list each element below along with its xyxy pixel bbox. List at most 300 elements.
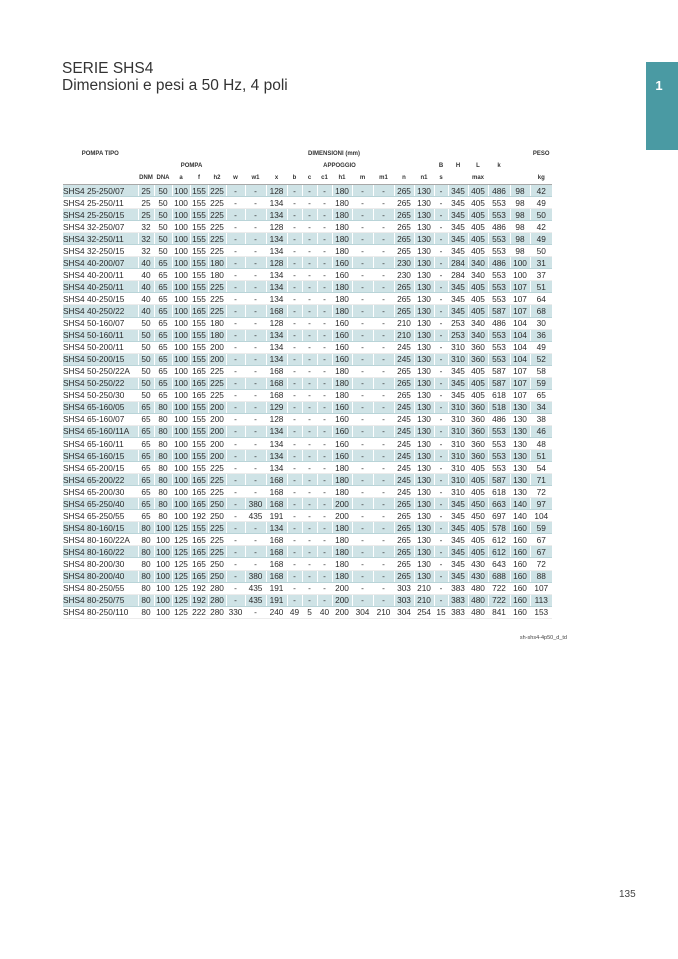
table-cell: - [434,185,448,197]
pump-model-name: SHS4 32-250/15 [63,245,138,257]
table-cell: 222 [190,606,208,618]
header-B: B [434,160,448,172]
table-cell: 225 [208,209,226,221]
table-cell: - [226,401,245,413]
table-cell: 65 [138,462,154,474]
table-cell: 107 [510,365,530,377]
table-cell: 59 [530,522,552,534]
table-cell: 104 [510,317,530,329]
table-cell: 168 [266,365,287,377]
table-cell: 168 [266,498,287,510]
table-cell: - [245,305,266,317]
table-cell: 155 [190,462,208,474]
table-cell: 155 [190,209,208,221]
table-cell: 155 [190,522,208,534]
table-cell: - [434,377,448,389]
table-cell: 37 [530,269,552,281]
col-f: f [190,172,208,185]
pump-model-name: SHS4 80-250/75 [63,594,138,606]
table-row [63,582,552,594]
table-cell: - [302,197,317,209]
table-cell: 65 [154,257,172,269]
table-cell: 98 [510,197,530,209]
table-cell: - [287,450,302,462]
col-DNM: DNM [138,172,154,185]
table-cell: 100 [172,413,190,425]
table-cell: - [226,209,245,221]
table-cell: 80 [154,498,172,510]
table-cell: 50 [138,389,154,401]
table-cell: 160 [510,546,530,558]
table-cell: - [373,377,394,389]
table-cell: 130 [510,474,530,486]
table-cell: 134 [266,353,287,365]
table-cell: - [352,185,373,197]
table-cell: - [287,221,302,233]
table-cell: 225 [208,462,226,474]
col-c1: c1 [317,172,332,185]
table-cell: - [373,462,394,474]
table-cell: 125 [172,522,190,534]
table-cell: 100 [154,570,172,582]
table-cell: 618 [488,486,510,498]
table-cell: - [317,317,332,329]
table-cell: - [302,257,317,269]
table-cell: - [373,570,394,582]
pump-model-name: SHS4 40-250/22 [63,305,138,317]
table-cell: 51 [530,450,552,462]
table-cell: 200 [208,437,226,449]
table-cell: 30 [530,317,552,329]
table-cell: - [434,474,448,486]
table-cell: 405 [468,474,488,486]
table-cell: - [302,462,317,474]
table-cell: 245 [394,425,414,437]
table-cell: 168 [266,305,287,317]
table-cell: 200 [208,401,226,413]
table-cell: 345 [448,233,468,245]
table-cell: 168 [266,474,287,486]
table-cell: 38 [530,413,552,425]
table-cell: 80 [154,413,172,425]
table-cell: - [352,233,373,245]
table-cell: - [287,281,302,293]
table-cell: - [352,450,373,462]
table-cell: - [226,353,245,365]
table-cell: 450 [468,498,488,510]
table-cell: 65 [154,269,172,281]
table-cell: 98 [510,221,530,233]
chapter-tab [646,62,678,150]
table-cell: 100 [172,498,190,510]
table-cell: 168 [266,546,287,558]
table-cell: 225 [208,474,226,486]
header-pompa: POMPA [138,160,245,172]
table-cell: 100 [172,377,190,389]
table-cell: - [317,281,332,293]
table-cell: - [352,365,373,377]
table-cell: 153 [530,606,552,618]
table-cell: 250 [208,510,226,522]
table-cell: 165 [190,474,208,486]
pump-model-name: SHS4 40-200/07 [63,257,138,269]
table-row [63,558,552,570]
table-cell: 265 [394,389,414,401]
table-cell: 225 [208,389,226,401]
table-cell: 180 [208,269,226,281]
table-cell: 225 [208,233,226,245]
table-cell: - [287,209,302,221]
table-cell: 128 [266,185,287,197]
table-cell: 98 [510,245,530,257]
pump-model-name: SHS4 65-160/11A [63,425,138,437]
table-cell: 104 [510,329,530,341]
table-cell: 180 [332,558,352,570]
table-cell: - [245,462,266,474]
table-cell: 155 [190,450,208,462]
table-cell: 160 [332,257,352,269]
table-cell: 841 [488,606,510,618]
table-cell: - [317,450,332,462]
table-cell: 380 [245,570,266,582]
table-cell: - [317,353,332,365]
header-H: H [448,160,468,172]
header-dimensioni: DIMENSIONI (mm) [138,148,530,160]
table-cell: 32 [138,233,154,245]
table-cell: 65 [138,401,154,413]
table-cell: 67 [530,546,552,558]
table-cell: - [287,389,302,401]
table-cell: - [352,462,373,474]
col-m1: m1 [373,172,394,185]
table-cell: 380 [245,498,266,510]
table-cell: - [245,522,266,534]
table-cell: 200 [332,594,352,606]
table-cell: - [317,377,332,389]
table-cell: 180 [332,305,352,317]
table-cell: - [373,413,394,425]
pump-model-name: SHS4 50-160/07 [63,317,138,329]
table-cell: 130 [414,269,434,281]
table-cell: - [226,437,245,449]
table-cell: 100 [172,462,190,474]
table-cell: 130 [414,245,434,257]
table-cell: 345 [448,498,468,510]
pump-model-name: SHS4 65-160/15 [63,450,138,462]
table-cell: - [373,317,394,329]
table-cell: 134 [266,293,287,305]
table-cell: 134 [266,522,287,534]
table-cell: - [373,281,394,293]
table-cell: 191 [266,582,287,594]
table-cell: 225 [208,534,226,546]
table-cell: 125 [172,546,190,558]
pump-model-name: SHS4 65-160/11 [63,437,138,449]
table-cell: 345 [448,365,468,377]
table-cell: 130 [414,257,434,269]
table-row [63,365,552,377]
table-cell: - [352,341,373,353]
table-cell: 618 [488,389,510,401]
table-cell: - [226,522,245,534]
table-cell: 383 [448,582,468,594]
table-cell: 435 [245,582,266,594]
table-cell: 345 [448,546,468,558]
pump-model-name: SHS4 80-250/110 [63,606,138,618]
table-cell: - [245,353,266,365]
table-cell: - [317,486,332,498]
header-row-subgroups [63,160,552,172]
table-cell: 130 [414,377,434,389]
table-cell: - [302,450,317,462]
table-cell: - [373,305,394,317]
table-cell: - [352,197,373,209]
table-cell: 32 [138,221,154,233]
table-cell: - [373,510,394,522]
table-cell: 688 [488,570,510,582]
table-cell: 280 [208,606,226,618]
table-cell: 304 [352,606,373,618]
table-cell: 52 [530,353,552,365]
table-cell: - [434,221,448,233]
pump-model-name: SHS4 65-200/30 [63,486,138,498]
table-cell: - [317,594,332,606]
table-cell: 310 [448,437,468,449]
table-cell: - [352,281,373,293]
table-cell: 100 [154,546,172,558]
table-row [63,317,552,329]
table-cell: 100 [172,365,190,377]
table-cell: 155 [190,269,208,281]
pump-model-name: SHS4 40-250/15 [63,293,138,305]
table-cell: - [317,498,332,510]
table-cell: 50 [138,365,154,377]
table-cell: 210 [414,582,434,594]
table-cell: 180 [332,209,352,221]
table-cell: 65 [138,413,154,425]
table-cell: 130 [414,209,434,221]
table-cell: 100 [172,317,190,329]
table-cell: 587 [488,305,510,317]
col-m: m [352,172,373,185]
table-cell: 88 [530,570,552,582]
table-cell: 405 [468,389,488,401]
table-cell: 65 [154,365,172,377]
table-cell: 304 [394,606,414,618]
table-cell: - [302,221,317,233]
table-cell: 225 [208,221,226,233]
table-cell: 310 [448,486,468,498]
table-cell: - [245,389,266,401]
table-cell: 130 [414,329,434,341]
table-cell: 553 [488,329,510,341]
table-cell: - [245,437,266,449]
pump-model-name: SHS4 25-250/07 [63,185,138,197]
table-cell: - [434,209,448,221]
table-cell: 553 [488,209,510,221]
table-cell: - [434,437,448,449]
table-cell: - [287,365,302,377]
table-cell: 49 [530,233,552,245]
table-cell: 155 [190,221,208,233]
table-cell: 165 [190,486,208,498]
table-cell: 587 [488,474,510,486]
table-cell: - [302,510,317,522]
table-cell: - [245,365,266,377]
table-cell: 58 [530,365,552,377]
table-cell: - [302,341,317,353]
table-cell: 65 [138,450,154,462]
col-n: n [394,172,414,185]
table-cell: - [317,474,332,486]
table-cell: 253 [448,317,468,329]
table-cell: - [287,233,302,245]
table-cell: - [317,510,332,522]
table-cell: - [317,245,332,257]
table-cell: 245 [394,486,414,498]
table-cell: - [352,317,373,329]
table-cell: - [373,534,394,546]
table-cell: - [373,209,394,221]
table-cell: 130 [414,450,434,462]
pump-model-name: SHS4 65-250/40 [63,498,138,510]
table-cell: 405 [468,245,488,257]
table-cell: 100 [154,522,172,534]
table-cell: - [287,377,302,389]
col-h1: h1 [332,172,352,185]
table-cell: - [373,498,394,510]
table-cell: - [352,474,373,486]
table-cell: 405 [468,293,488,305]
table-row [63,522,552,534]
table-cell: 48 [530,437,552,449]
table-cell: 100 [172,389,190,401]
table-cell: 225 [208,546,226,558]
col-DNA: DNA [154,172,172,185]
pump-model-name: SHS4 50-250/22 [63,377,138,389]
table-cell: 284 [448,269,468,281]
table-cell: 50 [154,185,172,197]
table-cell: 310 [448,450,468,462]
table-cell: 32 [138,245,154,257]
table-cell: - [434,510,448,522]
table-cell: - [226,197,245,209]
table-cell: - [373,558,394,570]
table-cell: - [245,209,266,221]
table-cell: - [287,486,302,498]
table-row [63,209,552,221]
table-body [63,185,552,619]
table-cell: - [245,233,266,245]
table-cell: 25 [138,185,154,197]
table-cell: - [302,546,317,558]
table-cell: - [226,582,245,594]
table-cell: - [226,269,245,281]
table-cell: 200 [208,341,226,353]
table-cell: 518 [488,401,510,413]
table-cell: - [434,522,448,534]
header-appoggio: APPOGGIO [245,160,434,172]
table-cell: 130 [414,498,434,510]
table-cell: - [317,437,332,449]
table-cell: - [287,329,302,341]
table-cell: 107 [530,582,552,594]
table-cell: 486 [488,257,510,269]
table-cell: 100 [172,329,190,341]
table-row [63,293,552,305]
table-cell: - [302,594,317,606]
table-cell: - [302,498,317,510]
table-cell: 180 [332,185,352,197]
table-cell: - [352,269,373,281]
table-cell: 165 [190,558,208,570]
table-cell: 130 [414,546,434,558]
table-cell: 265 [394,197,414,209]
table-cell: - [245,221,266,233]
table-row [63,245,552,257]
table-cell: - [352,221,373,233]
table-cell: 100 [154,594,172,606]
table-cell: - [245,474,266,486]
table-cell: 130 [414,185,434,197]
table-cell: 67 [530,534,552,546]
table-cell: - [287,425,302,437]
table-cell: 265 [394,233,414,245]
table-cell: - [226,450,245,462]
table-cell: 130 [414,365,434,377]
pump-model-name: SHS4 50-160/11 [63,329,138,341]
table-row [63,498,552,510]
table-cell: - [317,305,332,317]
table-cell: - [287,594,302,606]
table-cell: 107 [510,293,530,305]
table-row [63,594,552,606]
col-x: x [266,172,287,185]
table-cell: 80 [154,474,172,486]
table-cell: - [302,353,317,365]
table-cell: - [352,498,373,510]
pump-model-name: SHS4 80-250/55 [63,582,138,594]
table-cell: 100 [172,437,190,449]
table-cell: 134 [266,450,287,462]
table-cell: 480 [468,582,488,594]
table-cell: - [245,413,266,425]
table-cell: 50 [138,329,154,341]
table-cell: - [226,233,245,245]
table-cell: 340 [468,257,488,269]
table-cell: - [373,522,394,534]
table-cell: 80 [154,425,172,437]
table-cell: 180 [332,365,352,377]
table-cell: - [317,534,332,546]
table-cell: 250 [208,558,226,570]
table-cell: - [302,558,317,570]
table-cell: 130 [510,462,530,474]
table-cell: - [287,546,302,558]
table-cell: 230 [394,269,414,281]
table-cell: - [434,389,448,401]
table-cell: - [287,558,302,570]
table-cell: 98 [510,233,530,245]
table-cell: - [352,389,373,401]
table-cell: 405 [468,546,488,558]
table-cell: 245 [394,353,414,365]
table-cell: 65 [138,437,154,449]
table-cell: 165 [190,377,208,389]
table-cell: 65 [154,293,172,305]
table-cell: 383 [448,594,468,606]
pump-model-name: SHS4 80-200/30 [63,558,138,570]
